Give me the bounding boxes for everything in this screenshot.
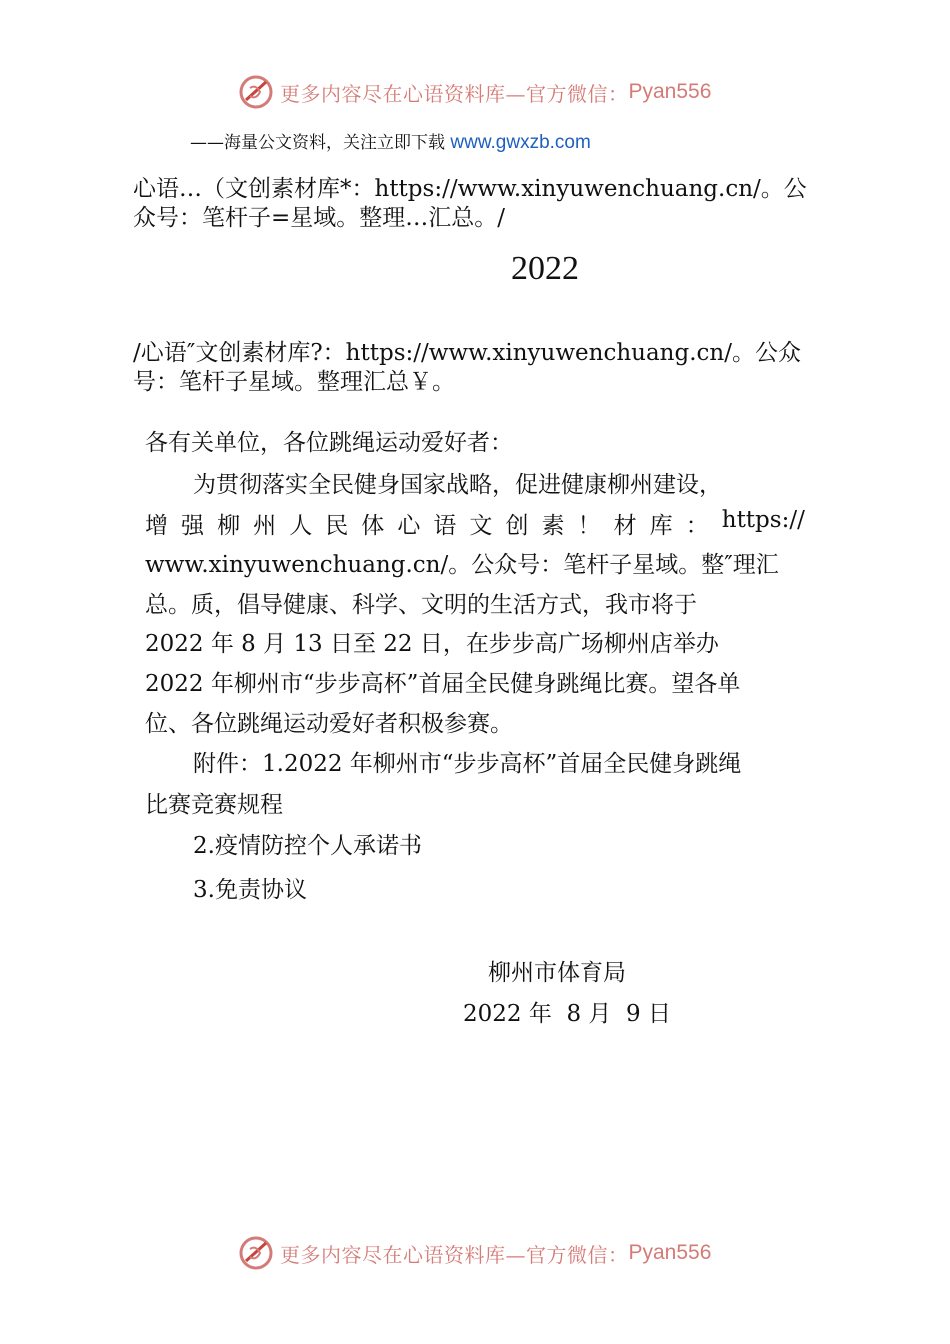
char: https://: [721, 507, 805, 533]
char: ：: [685, 513, 709, 539]
body-line-6: 2022 年柳州市“步步高杯”首届全民健身跳绳比赛。望各单: [145, 671, 741, 697]
header-banner: [238, 72, 711, 112]
greeting: 各有关单位，各位跳绳运动爱好者：: [145, 430, 513, 456]
body-line-5: 2022 年 8 月 13 日至 22 日，在步步高广场柳州店举办: [145, 631, 719, 657]
para2-line2: 号：笔杆子星域。整理汇总￥。: [133, 369, 455, 395]
watermark-paragraph-1: [133, 175, 843, 233]
char: ！: [577, 513, 601, 539]
char: 文: [469, 513, 493, 539]
attachment-3: 3.免责协议: [193, 877, 307, 903]
wechat-id: Pyan556: [628, 1241, 712, 1264]
char: 心: [397, 513, 421, 539]
attachment-2: 2.疫情防控个人承诺书: [193, 833, 422, 859]
attachment-1-line1: 附件：1.2022 年柳州市“步步高杯”首届全民健身跳绳: [193, 751, 742, 777]
char: 增: [145, 513, 168, 539]
char: 州: [253, 513, 277, 539]
char: 强: [181, 513, 205, 539]
body-line-2: [145, 507, 805, 540]
body-line-4: 总。质，倡导健康、科学、文明的生活方式，我市将于: [145, 592, 697, 618]
char: 人: [289, 513, 313, 539]
signature-date: 2022 年 8 月 9 日: [463, 1001, 671, 1027]
para2-line1: /心语″文创素材库?：https://www.xinyuwenchuang.cn/。公众: [133, 340, 801, 366]
logo-icon: [238, 1235, 274, 1271]
char: 库: [649, 513, 673, 539]
footer-banner: [238, 1233, 711, 1273]
banner-text: 更多内容尽在心语资料库—官方微信：: [280, 81, 629, 106]
subheader-text: ——海量公文资料，关注立即下载: [190, 133, 451, 153]
char: 素: [541, 513, 565, 539]
para1-line1: 心语…（文创素材库*：https://www.xinyuwenchuang.cn/。公: [133, 176, 807, 202]
char: 体: [361, 513, 385, 539]
attachment-1-line2: 比赛竞赛规程: [145, 792, 283, 818]
body-line-3: www.xinyuwenchuang.cn/。公众号：笔杆子星域。整″理汇: [145, 552, 779, 578]
char: 柳: [217, 513, 241, 539]
logo-icon: [238, 74, 274, 110]
subheader: [190, 128, 591, 154]
year-heading: 2022: [511, 250, 579, 287]
wechat-id: Pyan556: [628, 80, 712, 103]
body-line-7: 位、各位跳绳运动爱好者积极参赛。: [145, 711, 513, 737]
watermark-paragraph-2: [133, 339, 843, 397]
char: 民: [325, 513, 349, 539]
signature-org: 柳州市体育局: [488, 960, 626, 986]
char: 语: [433, 513, 457, 539]
download-link[interactable]: www.gwxzb.com: [450, 132, 591, 153]
char: 创: [505, 513, 529, 539]
char: 材: [613, 513, 637, 539]
para1-line2: 众号：笔杆子=星域。整理…汇总。/: [133, 205, 506, 231]
banner-text: 更多内容尽在心语资料库—官方微信：: [280, 1242, 629, 1267]
body-line-1: 为贯彻落实全民健身国家战略，促进健康柳州建设，: [193, 472, 722, 498]
